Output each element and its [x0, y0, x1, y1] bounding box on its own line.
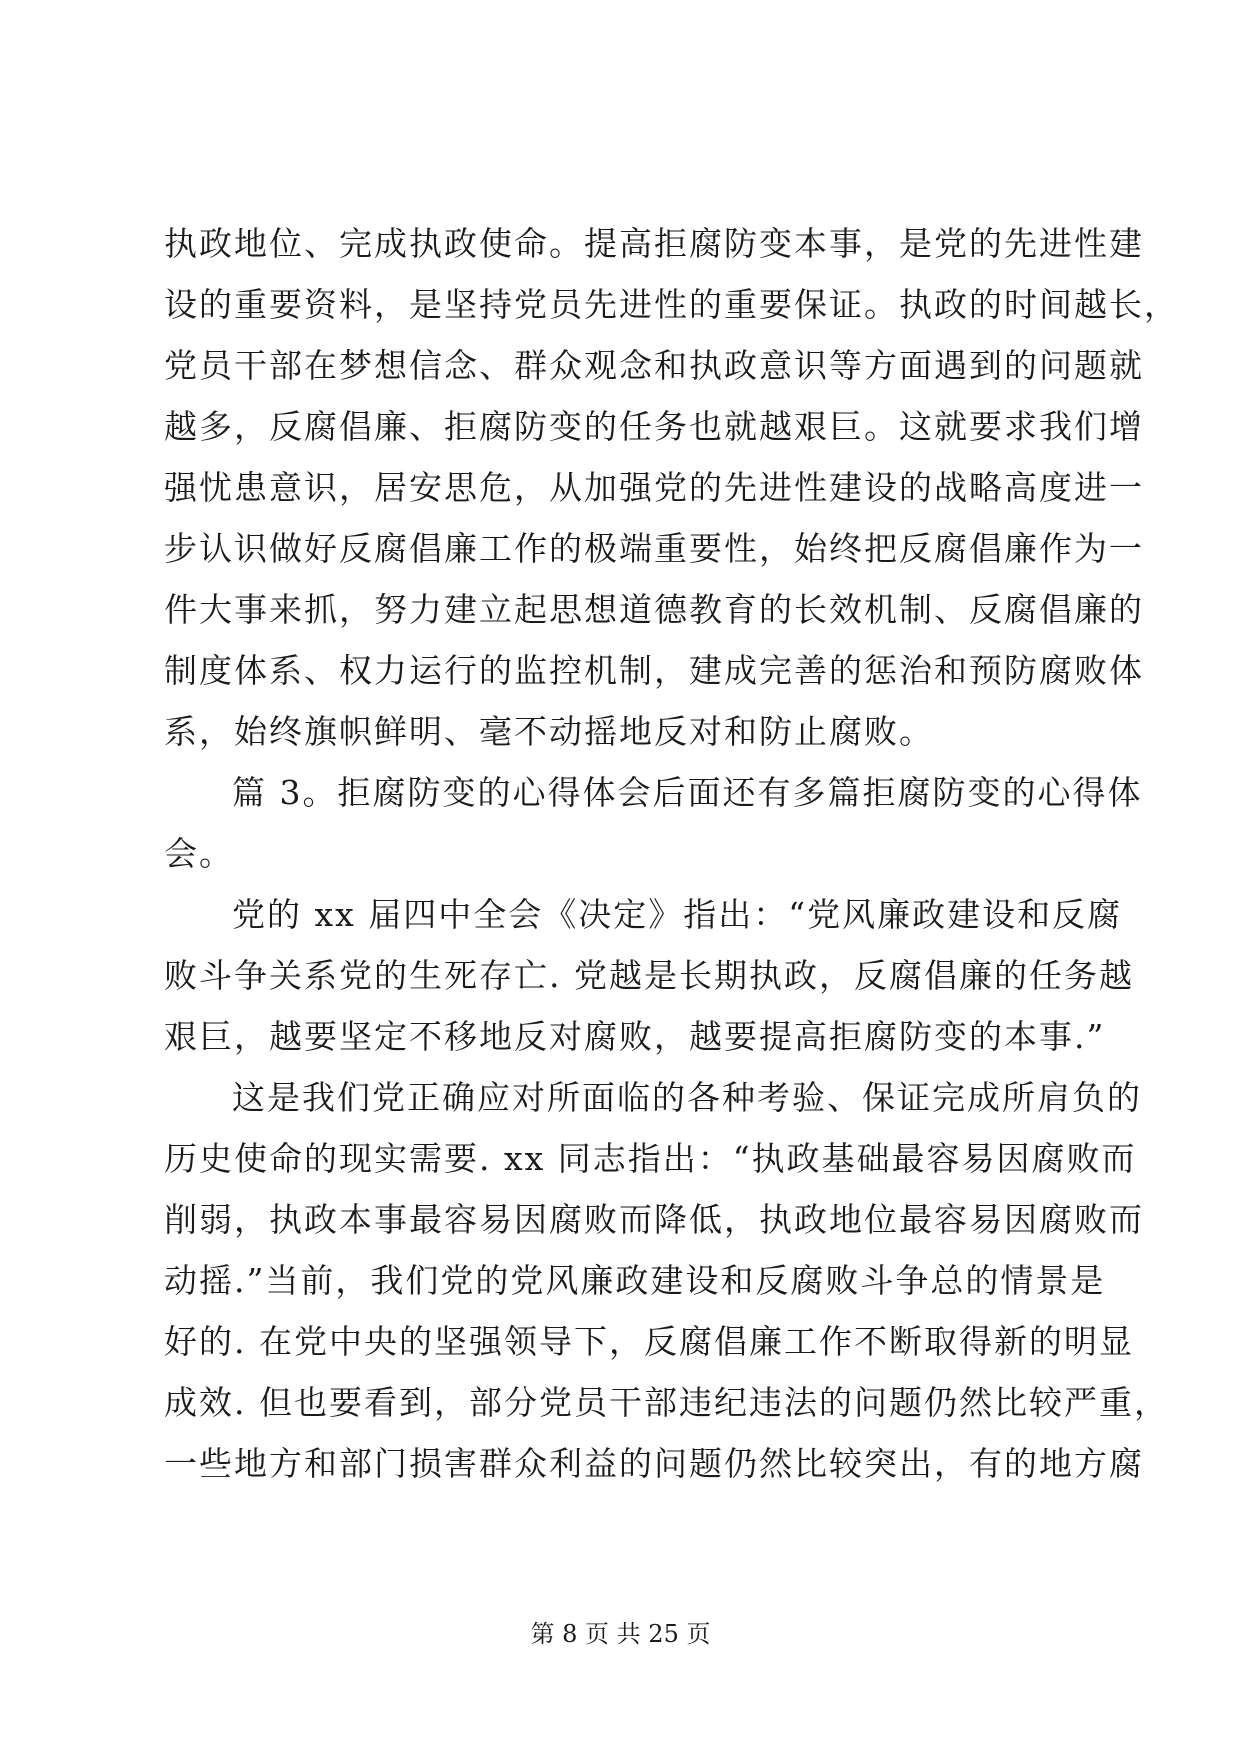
- text-line: 成效. 但也要看到，部分党员干部违纪违法的问题仍然比较严重，: [164, 1383, 1169, 1422]
- text-line: 削弱，执政本事最容易因腐败而降低，执政地位最容易因腐败而: [164, 1200, 1144, 1239]
- text-line: 动摇.”当前，我们党的党风廉政建设和反腐败斗争总的情景是: [164, 1261, 1106, 1300]
- paragraph-first-line: 党的 xx 届四中全会《决定》指出：“党风廉政建设和反腐: [232, 895, 1123, 934]
- text-line: 艰巨，越要坚定不移地反对腐败，越要提高拒腐防变的本事.”: [164, 1017, 1106, 1056]
- text-line: 党员干部在梦想信念、群众观念和执政意识等方面遇到的问题就: [164, 346, 1144, 385]
- page-number-footer: 第 8 页 共 25 页: [530, 1620, 711, 1648]
- text-line: 强忧患意识，居安思危，从加强党的先进性建设的战略高度进一: [164, 468, 1144, 507]
- text-line: 步认识做好反腐倡廉工作的极端重要性，始终把反腐倡廉作为一: [164, 529, 1144, 568]
- paragraph-first-line: 篇 3。拒腐防变的心得体会后面还有多篇拒腐防变的心得体: [232, 773, 1143, 812]
- paragraph-first-line: 这是我们党正确应对所面临的各种考验、保证完成所肩负的: [232, 1078, 1142, 1117]
- text-line: 件大事来抓，努力建立起思想道德教育的长效机制、反腐倡廉的: [164, 590, 1144, 629]
- text-line: 越多，反腐倡廉、拒腐防变的任务也就越艰巨。这就要求我们增: [164, 407, 1144, 446]
- text-line: 历史使命的现实需要. xx 同志指出：“执政基础最容易因腐败而: [164, 1139, 1137, 1178]
- text-line: 系，始终旗帜鲜明、毫不动摇地反对和防止腐败。: [164, 712, 934, 751]
- text-line: 执政地位、完成执政使命。提高拒腐防变本事，是党的先进性建: [164, 224, 1144, 263]
- text-line: 好的. 在党中央的坚强领导下，反腐倡廉工作不断取得新的明显: [164, 1322, 1134, 1361]
- text-line: 设的重要资料，是坚持党员先进性的重要保证。执政的时间越长，: [164, 285, 1179, 324]
- text-line: 制度体系、权力运行的监控机制，建成完善的惩治和预防腐败体: [164, 651, 1144, 690]
- text-line: 会。: [164, 834, 234, 873]
- text-line: 败斗争关系党的生死存亡. 党越是长期执政，反腐倡廉的任务越: [164, 956, 1134, 995]
- text-line: 一些地方和部门损害群众利益的问题仍然比较突出，有的地方腐: [164, 1444, 1144, 1483]
